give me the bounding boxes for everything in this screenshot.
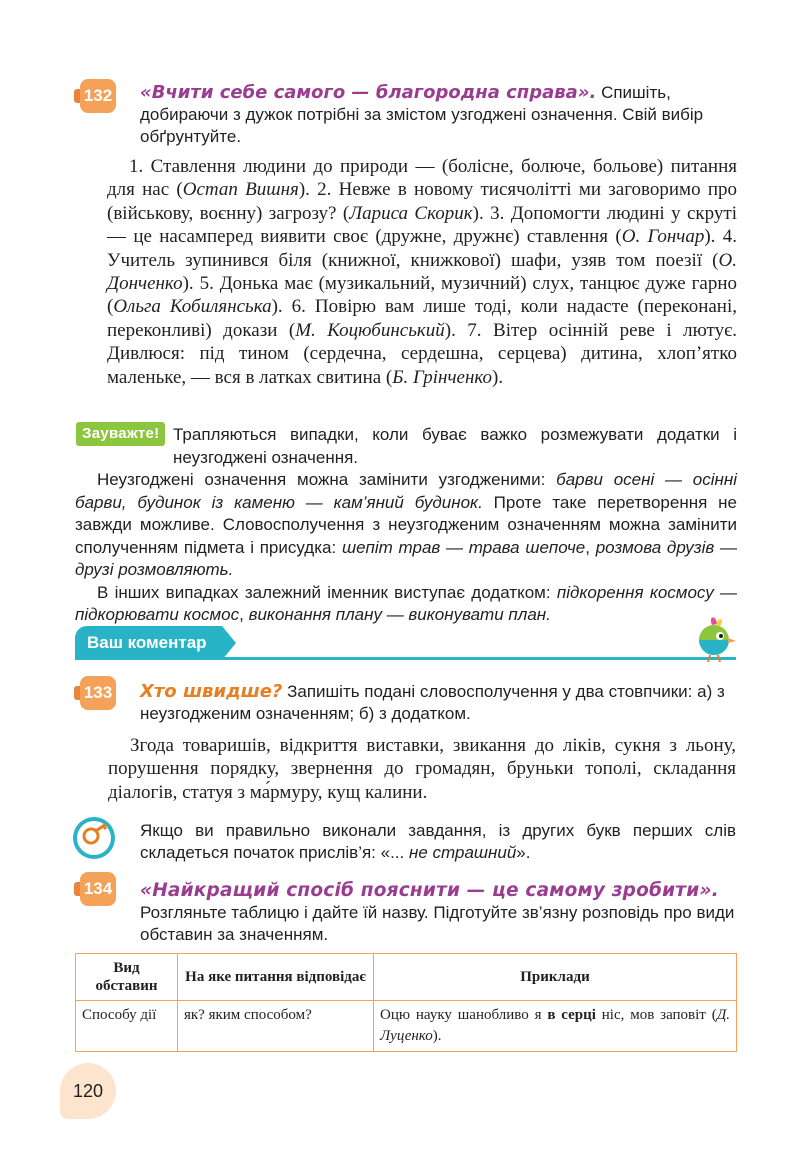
note-label: Зауважте!	[76, 422, 165, 446]
task-132-instruction: Спишіть, добираючи з дужок потрібні за змістом узгоджені означення. Свій вибір обґрунтуйте.	[140, 83, 704, 146]
table-header: Приклади	[374, 954, 737, 1001]
task-134-title: «Найкращий спосіб пояснити — це самому зробити».	[140, 880, 719, 901]
table-header: На яке питання відповідає	[178, 954, 374, 1001]
task-133-instruction: Запишіть подані словосполучення у два стовпчики: а) з неузгодженим означенням; б) з додатком.	[140, 682, 725, 723]
comment-section-label: Ваш коментар	[75, 626, 222, 660]
table-header: Вид обставин	[76, 954, 178, 1001]
task-134-instruction: Розгляньте таблицю і дайте їй назву. Підготуйте зв’язну розповідь про види обставин за значенням.	[140, 903, 735, 944]
task-number-badge: 133	[80, 676, 116, 710]
table-cell: Способу дії	[76, 1001, 178, 1052]
task-133-hint: Якщо ви правильно виконали завдання, із других букв перших слів складеться початок прислів’я: «... не страшний».	[140, 821, 736, 862]
task-133-title: Хто швидше?	[140, 681, 283, 702]
task-132-text: 1. Ставлення людини до природи — (болісне, болюче, больове) питання для нас (Остап Вишня). 2. Невже в новому тисячолітті ми заговоримо про (військову, воєнну) загрозу? (Лариса Скорик). 3. Допомогти людині у скруті — це насамперед виявити своє (дружне, дружнє) ставлення (О. Гончар). 4. Учитель зупинився біля (книжної, книжкової) шафи, узяв том поезії (О. Донченко). 5. Донька має (музикальний, музичний) слух, танцює дуже гарно (Ольга Кобилянська). 6. Повірю вам лише тоді, коли надасте (переконані, переконливі) докази (М. Коцюбинський). 7. Вітер осінній реве і лютує. Дивлюся: під тином (сердечна, сердешна, серцева) дитина, хлоп’ятко маленьке, — вся в латках свитина (Б. Грінченко).	[107, 156, 738, 388]
task-134-header	[140, 880, 736, 946]
task-133-text: Згода товаришів, відкриття виставки, звикання до ліків, сукня з льону, порушення порядку, звернення до громадян, бруньки тополі, складання діалогів, статуя з ма́рмуру, кущ калини.	[108, 735, 736, 803]
table-row	[76, 1001, 737, 1052]
comment-divider	[220, 657, 736, 660]
task-132-title: «Вчити себе самого — благородна справа».	[140, 82, 597, 103]
task-132-header	[140, 82, 736, 148]
bird-icon	[690, 612, 738, 662]
circumstances-table	[75, 953, 737, 1052]
key-icon	[70, 814, 118, 862]
table-cell: як? яким способом?	[178, 1001, 374, 1052]
table-cell: Оцю науку шанобливо я в серці ніс, мов заповіт (Д. Луценко).	[374, 1001, 737, 1052]
page-number: 120	[60, 1063, 116, 1119]
task-number-badge: 134	[80, 872, 116, 906]
note-text: Трапляються випадки, коли буває важко розмежувати додатки і неузгоджені означення. Неузгоджені означення можна замінити узгодженими: барви осені — осінні барви, будинок із каменю — кам’яний будинок. Проте таке перетворення не завжди можливе. Словосполучення з неузгодженим означенням можна замінити сполученням підмета і присудка: шепіт трав — трава шепоче, розмова друзів — друзі розмовляють. В інших випадках залежний іменник виступає додатком: підкорення космосу — підкорювати космос, виконання плану — виконувати план.	[75, 425, 737, 624]
task-number-badge: 132	[80, 79, 116, 113]
task-133-header	[140, 681, 736, 725]
